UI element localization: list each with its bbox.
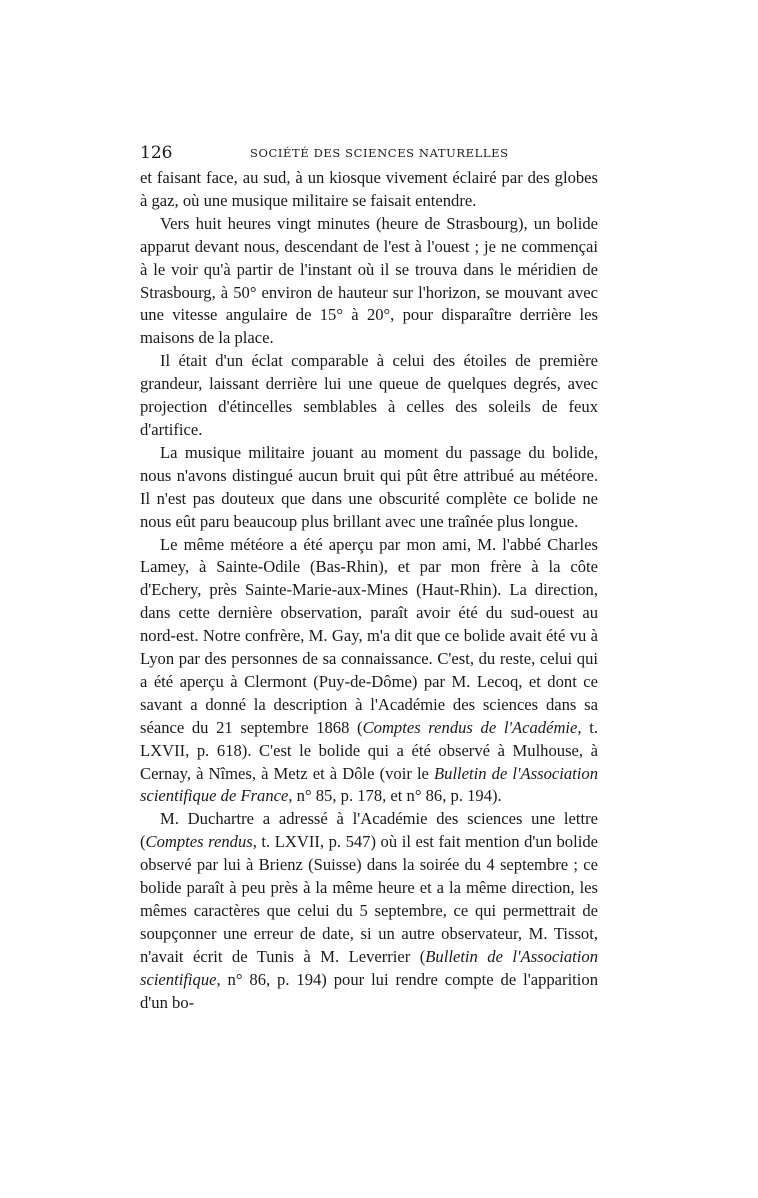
text-run: M. Duchartre a adressé à l'Académie des sciences une lettre ( bbox=[140, 809, 598, 852]
text-run: Vers huit heures vingt minutes (heure de Strasbourg), un bolide apparut devant nous, descendant de l'est à l'ouest ; je ne commençai à le voir qu'à partir de l'instant où il se trouva dans le méridien de Strasbourg, à 50° environ de hauteur sur l'horizon, se mouvant avec une vitesse angulaire de 15° à 20°, pour disparaître derrière les maisons de la place. bbox=[140, 213, 598, 348]
text-run: , t. LXVII, p. 618). C'est le bolide qui a été observé à Mulhouse, à Cernay, à Nîmes, à Metz et à Dôle (voir le bbox=[140, 717, 598, 783]
paragraph-6 bbox=[140, 808, 598, 1014]
page-number: 126 bbox=[140, 143, 173, 163]
citation-title: Comptes rendus bbox=[145, 832, 253, 852]
book-page bbox=[140, 143, 598, 1015]
running-head bbox=[140, 143, 598, 167]
body-text bbox=[140, 167, 598, 1015]
text-run: , n° 85, p. 178, et n° 86, p. 194). bbox=[288, 786, 502, 806]
running-title: SOCIÉTÉ DES SCIENCES NATURELLES bbox=[250, 146, 509, 160]
paragraph-2 bbox=[140, 213, 598, 350]
paragraph-4 bbox=[140, 442, 598, 534]
text-run: Il était d'un éclat comparable à celui des étoiles de première grandeur, laissant derrière lui une queue de quelques degrés, avec projection d'étincelles semblables à celles des soleils de feux d'artifice. bbox=[140, 351, 598, 439]
citation-title: Comptes rendus de l'Académie bbox=[362, 717, 578, 737]
citation-title: Bulletin de l'Association scientifique bbox=[140, 946, 599, 989]
text-run: La musique militaire jouant au moment du passage du bolide, nous n'avons distingué aucun bruit qui pût être attribué au météore. Il n'est pas douteux que dans une obscurité complète ce bolide ne nous eût paru beaucoup plus brillant avec une traînée plus longue. bbox=[140, 442, 598, 531]
text-run: , n° 86, p. 194) pour lui rendre compte de l'apparition d'un bo- bbox=[140, 969, 598, 1012]
paragraph-5 bbox=[140, 534, 598, 809]
citation-title: Bulletin de l'Association scientifique de France bbox=[140, 763, 598, 806]
paragraph-3 bbox=[140, 350, 598, 442]
text-run: Le même météore a été aperçu par mon ami, M. l'abbé Charles Lamey, à Sainte-Odile (Bas-Rhin), et par mon frère à la côte d'Echery, près Sainte-Marie-aux-Mines (Haut-Rhin). La direction, dans cette dernière observation, paraît avoir été du sud-ouest au nord-est. Notre confrère, M. Gay, m'a dit que ce bolide avait été vu à Lyon par des personnes de sa connaissance. C'est, du reste, celui qui a été aperçu à Clermont (Puy-de-Dôme) par M. Lecoq, et dont ce savant a donné la description à l'Académie des sciences dans sa séance du 21 septembre 1868 ( bbox=[140, 534, 598, 737]
paragraph-1 bbox=[140, 167, 598, 213]
text-run: , t. LXVII, p. 547) où il est fait mention d'un bolide observé par lui à Brienz (Suisse) dans la soirée du 4 septembre ; ce bolide paraît à peu près à la même heure et a la même direction, les mêmes caractères que celui du 5 septembre, ce qui permettrait de soupçonner une erreur de date, si un autre observateur, M. Tissot, n'avait écrit de Tunis à M. Leverrier ( bbox=[140, 832, 598, 966]
text-run: et faisant face, au sud, à un kiosque vivement éclairé par des globes à gaz, où une musique militaire se faisait entendre. bbox=[140, 168, 598, 210]
